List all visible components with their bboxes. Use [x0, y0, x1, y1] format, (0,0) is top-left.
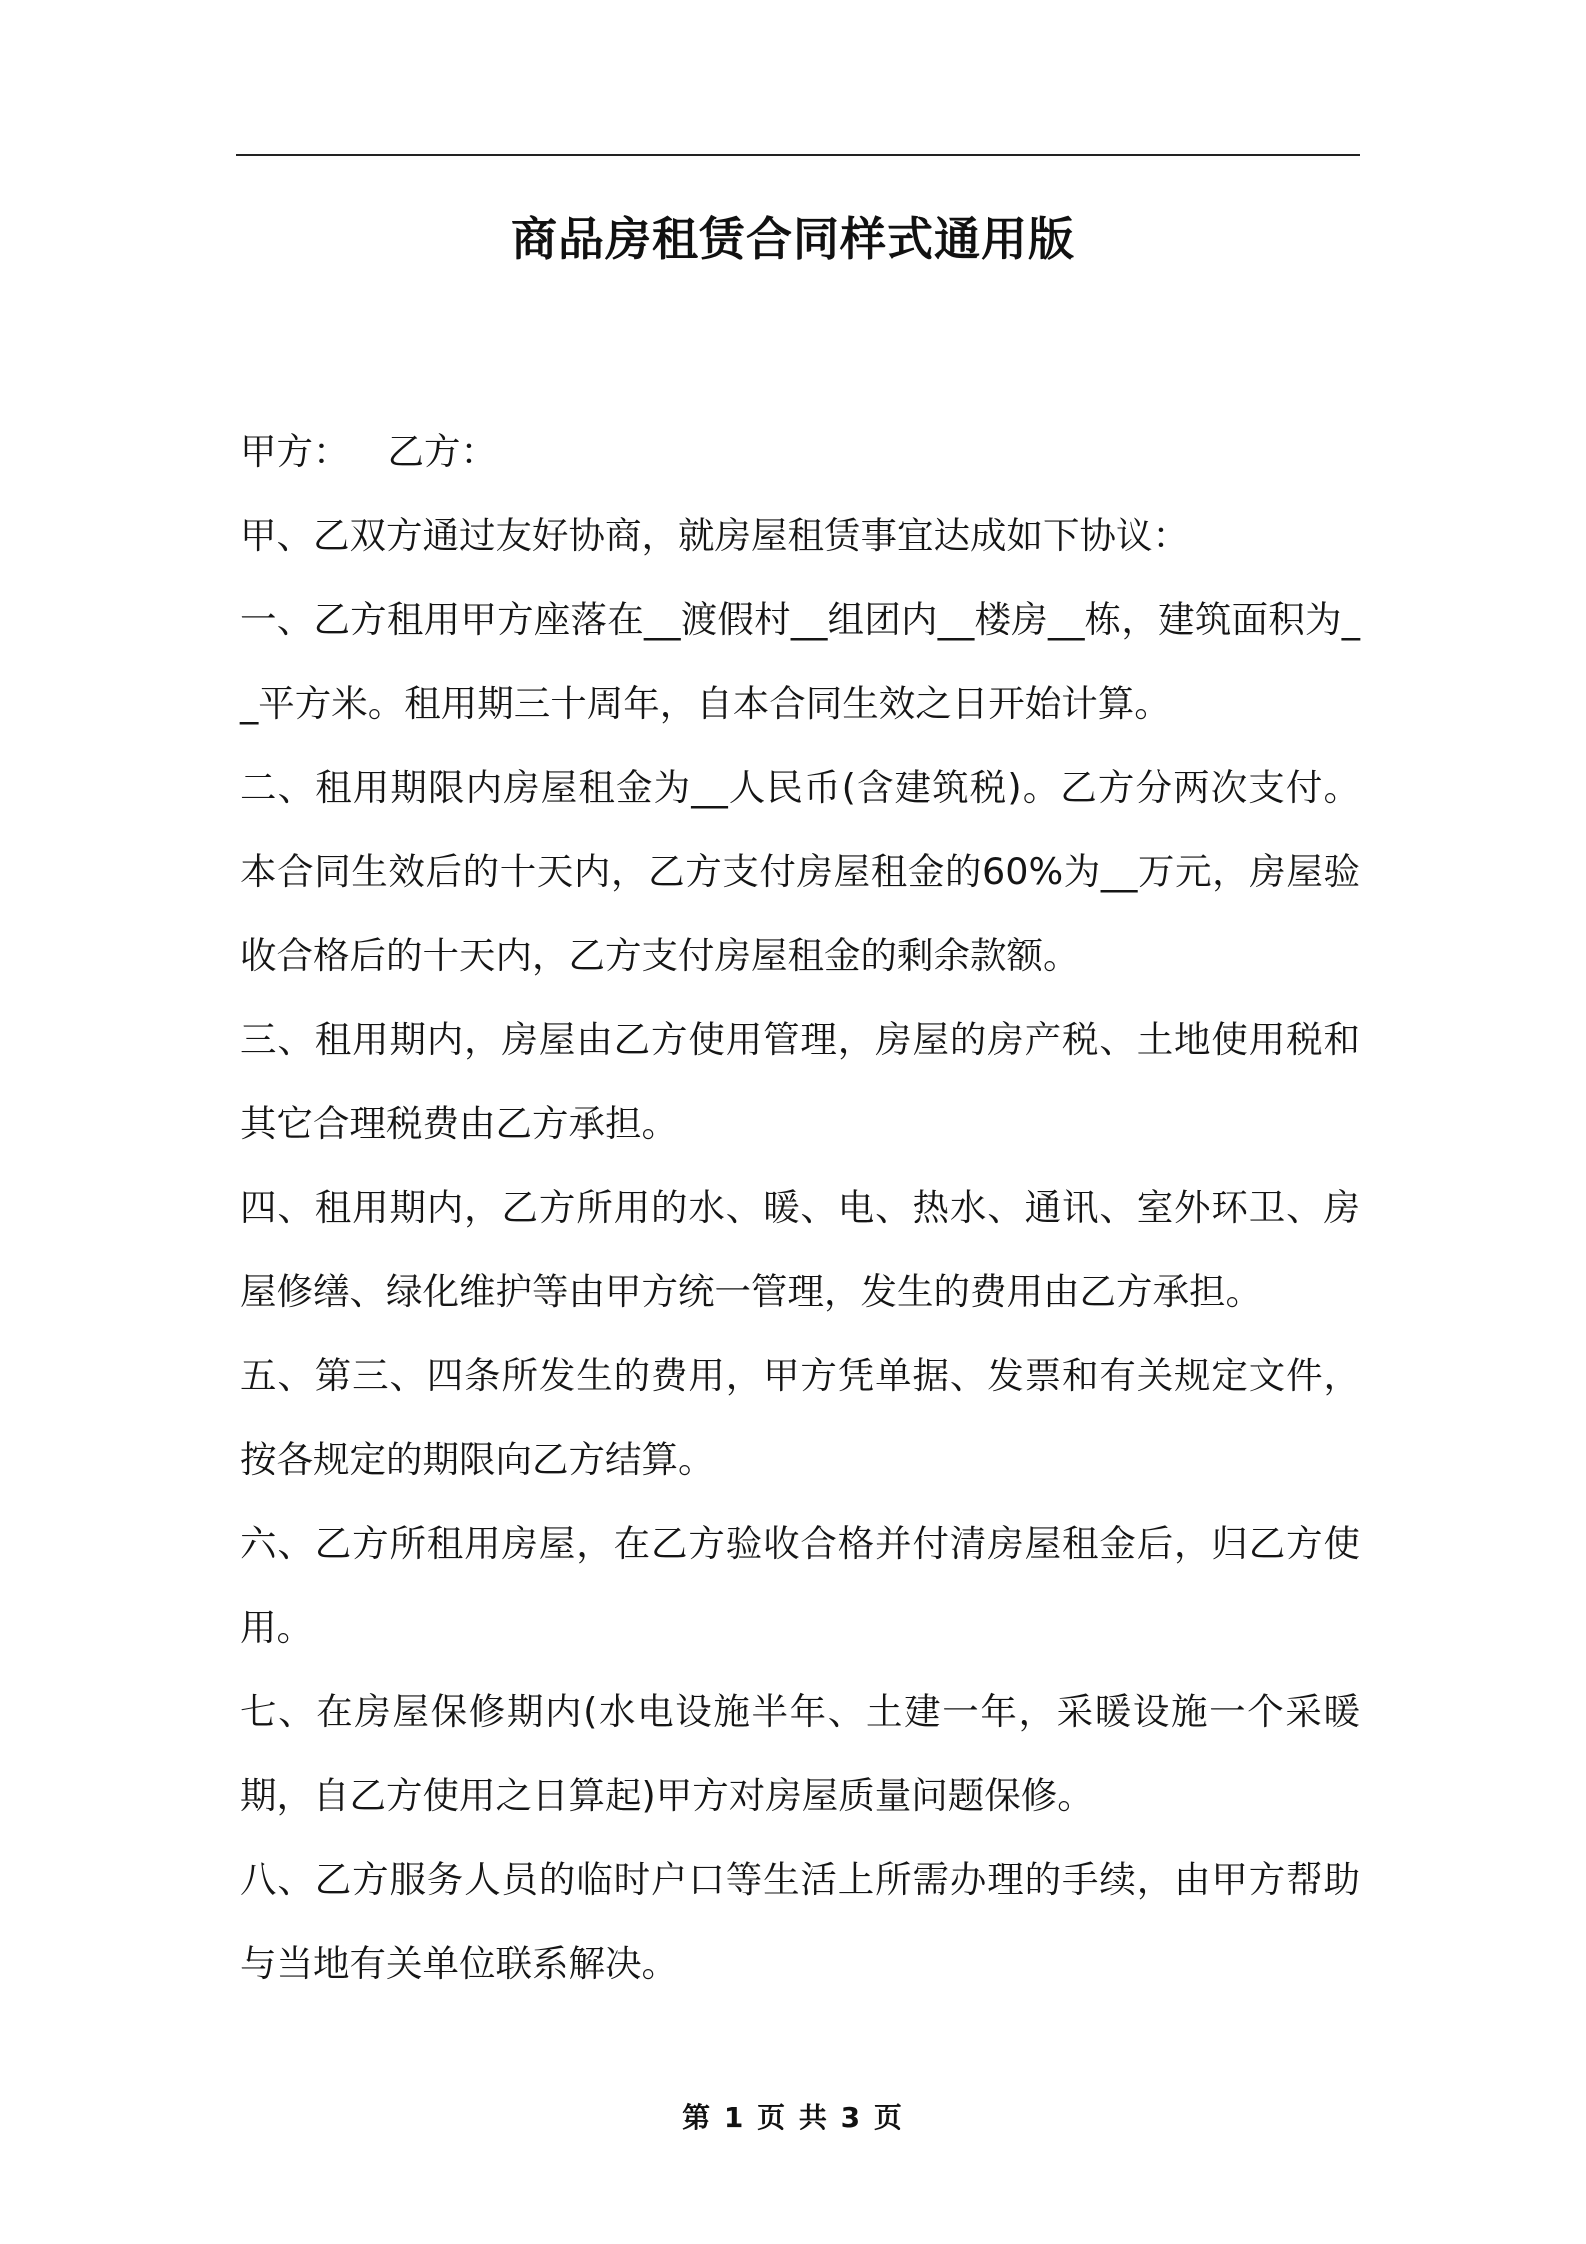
document-title: 商品房租赁合同样式通用版	[511, 212, 1075, 266]
clause-1: 一、乙方租用甲方座落在__渡假村__组团内__楼房__栋，建筑面积为__平方米。租用期三十周年，自本合同生效之日开始计算。	[240, 598, 1360, 725]
clause-3: 三、租用期内，房屋由乙方使用管理，房屋的房产税、土地使用税和其它合理税费由乙方承担。	[240, 1018, 1360, 1145]
party-a-label: 甲方：	[240, 430, 350, 473]
parties-line	[240, 410, 1360, 494]
clause-2: 二、租用期限内房屋租金为__人民币(含建筑税)。乙方分两次支付。本合同生效后的十天内，乙方支付房屋租金的60%为__万元，房屋验收合格后的十天内，乙方支付房屋租金的剩余款额。	[240, 766, 1360, 977]
header-rule	[236, 154, 1360, 156]
clause-6: 六、乙方所租用房屋，在乙方验收合格并付清房屋租金后，归乙方使用。	[240, 1522, 1360, 1649]
clause-4: 四、租用期内，乙方所用的水、暖、电、热水、通讯、室外环卫、房屋修缮、绿化维护等由甲方统一管理，发生的费用由乙方承担。	[240, 1186, 1360, 1313]
clause-5: 五、第三、四条所发生的费用，甲方凭单据、发票和有关规定文件，按各规定的期限向乙方结算。	[240, 1354, 1360, 1481]
intro-paragraph: 甲、乙双方通过友好协商，就房屋租赁事宜达成如下协议：	[240, 514, 1189, 557]
page-number-footer: 第 1 页 共 3 页	[682, 2101, 904, 2134]
clause-8: 八、乙方服务人员的临时户口等生活上所需办理的手续，由甲方帮助与当地有关单位联系解决。	[240, 1858, 1360, 1985]
document-body	[240, 410, 1360, 2006]
party-b-label: 乙方：	[387, 430, 497, 473]
clause-7: 七、在房屋保修期内(水电设施半年、土建一年，采暖设施一个采暖期，自乙方使用之日算起)甲方对房屋质量问题保修。	[240, 1690, 1360, 1817]
